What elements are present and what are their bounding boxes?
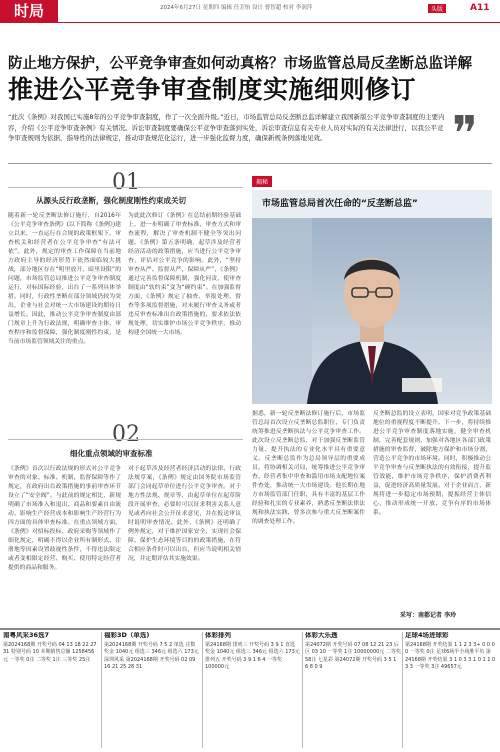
section-title-01: 从源头反行政垄断，强化制度刚性约束成关切: [36, 196, 186, 205]
article-column: 随着新一轮反垄断法修订施行，自2016年《公平竞争审查条例》(以下简称《条例》)建立以来，一直运行在合规的政策框架下，审查机关和经营者在公平竞争审查“有法可依”。此外，规定的审查工作保障在当前地方政府主导的经济形势下依然面临较大挑战，部分地区存在“明里放开、暗里设限”的问题，市场监管总局推进公平竞争审查制度运行，对标国际经验，出台了一系列具体举措。同时，行政性垄断在部分领域仍较为突出，企业与社会对统一大市场建设的期待日益增长。因此，推动公平竞争审查制度由部门规章上升为行政法规，明确审查主体、审查程序和监督保障，强化制度刚性约束，是当前市场监管领域关注的重点。: [8, 213, 121, 345]
divider: [202, 632, 203, 748]
article-column: 《条例》首次以行政法规的形式对公平竞争审查的对象、标准、机制、监督保障等作了规定，在政府出台政策措施的事前审查环节设立了“安全阀”。与此前的规定相比，新规明确了市场准入和退出、商品和要素自由流动、影响生产经营成本和影响生产经营行为四方面的具体审查标准。在重点领域方面，《条例》对招标投标、政府采购等领域作了细化规定，明确不得以企业所有制形式、注册地等因素设置歧视性条件，不得违法限定或者变相限定经营、购买、使用特定经营者提供的商品和服务。: [8, 466, 121, 571]
section-rule: [8, 439, 243, 440]
section-title-02: 细化重点领域的审查标准: [70, 449, 153, 458]
lottery-title: 足球4场进球彩: [405, 632, 449, 639]
edition-badge: 头版: [428, 4, 446, 13]
lottery-text: 第2024168期 开奖号码 04 13 18 22 27 31 特别号码 10 本期销售总额 1258456元 一等奖 0注 二等奖 1注 三等奖 25注: [3, 641, 97, 663]
section-number-02: 02: [112, 422, 140, 447]
divider: [101, 632, 102, 748]
lottery-box: [205, 632, 301, 748]
byline: 采写：南都记者 李玲: [400, 612, 457, 619]
main-headline: 推进公平竞争审查制度实施细则修订: [8, 75, 417, 104]
article-column: 反垄断总监的设立表明，国家对竞争政策基础地位的重视程度不断提升。下一步，将持续推进公平竞争审查制度落地实施，健全审查机制，完善配套规则，加强对各地区各部门政策措施的审查监督，破除地方保护和市场分割，营造公平竞争的市场环境。同时，积极推动公平竞争审查与反垄断执法的有效衔接，提升监管效能，维护市场竞争秩序，保护消费者利益，促进经济高质量发展。对于企业而言，新规将进一步稳定市场预期，提振经营主体信心，推动形成统一开放、竞争有序的市场体系。: [373, 411, 491, 516]
section-tab: 时局: [0, 0, 58, 22]
section-number-01: 01: [112, 170, 140, 195]
lottery-title: 体彩排列: [205, 632, 231, 639]
lottery-text: 第24168期 排列三 开奖号码 3 9 1 直选 奖金 1040元 组选三 346元 组选六 173元 排列五 开奖号码 3 9 1 6 4 一等奖 100000元: [205, 641, 300, 670]
divider: [302, 632, 303, 748]
lottery-box: [104, 632, 200, 748]
lottery-text: 第24168期 开奖结果 1 1 2 3 3+ 0 0 0 0 一等奖 0注 足球6场半全场胜平负 第24168期 开奖结果 3 1 0 3 3 1 0 1 1 0 3 3 一等奖 3注 49657元: [405, 641, 496, 670]
article-column: 对于起草涉及经营者经济活动的法律、行政法规草案，《条例》规定由国务院市场监管部门会同起草单位进行公平竞争审查。对于地方性法规、规章等，由起草单位在起草阶段开展审查，必要时可以征求利害关系人意见或者向社会公开征求意见，并在报送审议时说明审查情况。此外，《条例》还明确了例外规定，对于维护国家安全、实现社会保障、保护生态环境等目的的政策措施，在符合相应条件时可以出台，但应当说明相关情况，并定期评估其实施效果。: [128, 466, 241, 562]
article-column: 据悉，新一轮反垄断法修订施行后，市场监管总局首次设立反垄断总监职位，专门负责统筹推进反垄断执法与公平竞争审查工作。此次设立反垄断总监，对于加强反垄断监管力量、提升执法的专业化水平具有重要意义。反垄断总监作为总局领导层的重要成员，将协调相关司局，统筹推进公平竞争审查、经营者集中审查和滥用市场支配地位案件查处，推动统一大市场建设。他长期在地方市场监管部门任职，具有丰富的基层工作经验和扎实的专业素养，熟悉反垄断法律法规和执法实践，曾多次参与重大反垄断案件的调查处理工作。: [252, 411, 365, 525]
article-column: 为此此次修订《条例》在总结前期经验基础上，进一步明确了审查标准、审查方式和审查流程，解决了审查机制不健全等突出问题。《条例》第五条明确，起草涉及经营者经济活动的政策措施，应当进行公平竞争审查，评估对公平竞争的影响。此外，“坚持审查从严、监督从严、保障从严”，《条例》通过完善监督保障机制，强化问责，使审查制度由“软约束”变为“硬约束”。在加强监督方面，《条例》规定了抽查、举报处理、督查等多项监督措施，对未履行审查义务或者违反审查标准出台政策措施的，要求依法依规处理，切实维护市场公平竞争秩序，推动构建全国统一大市场。: [128, 213, 241, 336]
photo-title: 市场监管总局首次任命的“反垄断总监”: [262, 199, 418, 209]
portrait-photo: [252, 218, 492, 404]
lottery-title: 南粤风采36选7: [3, 632, 50, 639]
lead-paragraph: “此次《条例》对我国已实施8年的公平竞争审查制度，作了一次全面升级。”近日，市场监管总局反垄断总监详解建立我国新版公平竞争审查制度的主要内容，介绍《公平竞争审查条例》有关情况。诉讼审查制度要确保公平竞争审查落到实处，诉讼审查信息有关专业人员对实际的有关法律进行，以我公平竞争审查规则为依据，指导性的法律规定，推动审查规范化运行，进一步强化监督力度，确保新规条例落地见效。: [8, 113, 445, 142]
lottery-text: 第2024168期 开奖号码 7 5 2 单选 注数 奖金 1040元 组选三 346元 组选六 173元 深圳风采 第2024168期 开奖号码 02 09 16 21 25 28 31: [104, 641, 199, 670]
reveal-tag: 揭秘: [252, 176, 272, 187]
lottery-box: [405, 632, 497, 748]
quote-icon: ❞: [452, 106, 478, 162]
subheadline: 防止地方保护，公平竞争审查如何动真格？市场监管总局反垄断总监详解: [8, 56, 472, 72]
page-number: A11: [470, 3, 490, 13]
lottery-box: [3, 632, 99, 748]
lottery-title: 福彩3D（单选): [104, 632, 150, 639]
lottery-box: [305, 632, 401, 748]
lottery-title: 体彩大乐透: [305, 632, 338, 639]
divider: [402, 632, 403, 748]
header-info: 2024年6月27日 星期四 编辑 任芳怡 设计 曹智超 校对 李润萍: [160, 5, 313, 11]
divider: [8, 163, 492, 164]
lottery-text: 第24072期 开奖号码 07 08 12 21 23 后区 03 10 一等奖 1注 10000000元 二等奖 58注 七星彩 第24072期 开奖号码 3 5 1 6 8 0 9: [305, 641, 401, 670]
section-rule: [8, 187, 243, 188]
